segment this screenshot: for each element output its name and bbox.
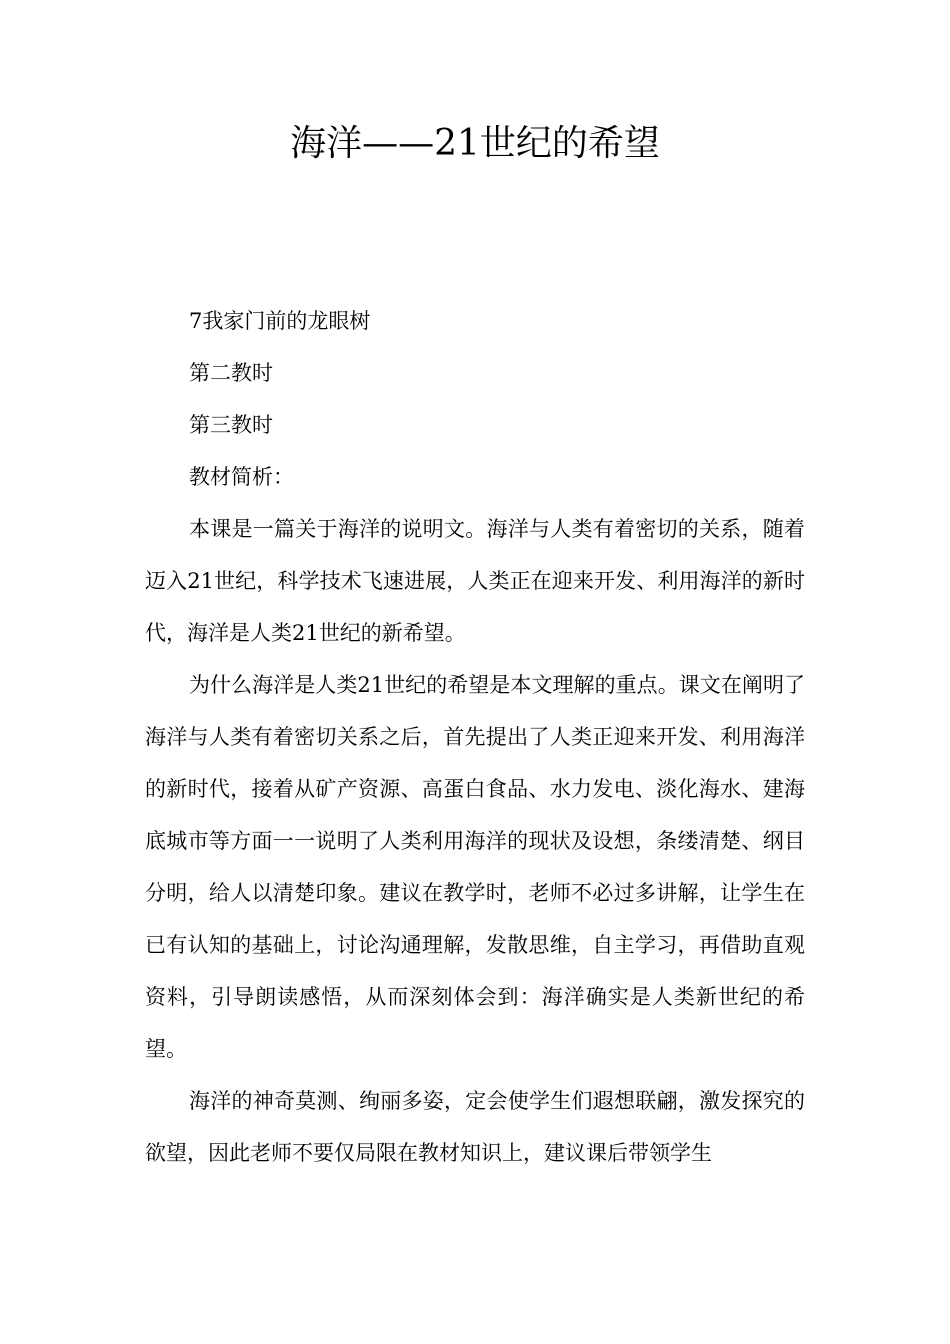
paragraph-second-period: 第二教时 <box>189 361 273 385</box>
paragraph-lesson-heading: 7我家门前的龙眼树 <box>189 309 371 333</box>
paragraph-text: 本课是一篇关于海洋的说明文。海洋与人类有着密切的关系，随着迈入21世纪，科学技术飞速进展，人类正在迎来开发、利用海洋的新时代，海洋是人类21世纪的新希望。 <box>145 517 805 645</box>
paragraph-text: 为什么海洋是人类21世纪的希望是本文理解的重点。课文在阐明了海洋与人类有着密切关系之后，首先提出了人类正迎来开发、利用海洋的新时代，接着从矿产资源、高蛋白食品、水力发电、淡化海水、建海底城市等方面一一说明了人类利用海洋的现状及设想，条缕清楚、纲目分明，给人以清楚印象。建议在教学时，老师不必过多讲解，让学生在已有认知的基础上，讨论沟通理解，发散思维，自主学习，再借助直观资料，引导朗读感悟，从而深刻体会到：海洋确实是人类新世纪的希望。 <box>145 673 805 1061</box>
paragraph-third-period: 第三教时 <box>189 413 273 437</box>
paragraph-material-analysis-heading: 教材简析： <box>189 465 294 489</box>
paragraph-text: 海洋的神奇莫测、绚丽多姿，定会使学生们遐想联翩，激发探究的欲望，因此老师不要仅局限在教材知识上，建议课后带领学生 <box>145 1089 805 1165</box>
document-body <box>145 295 805 1179</box>
document-title: 海洋——21世纪的希望 <box>290 123 660 164</box>
